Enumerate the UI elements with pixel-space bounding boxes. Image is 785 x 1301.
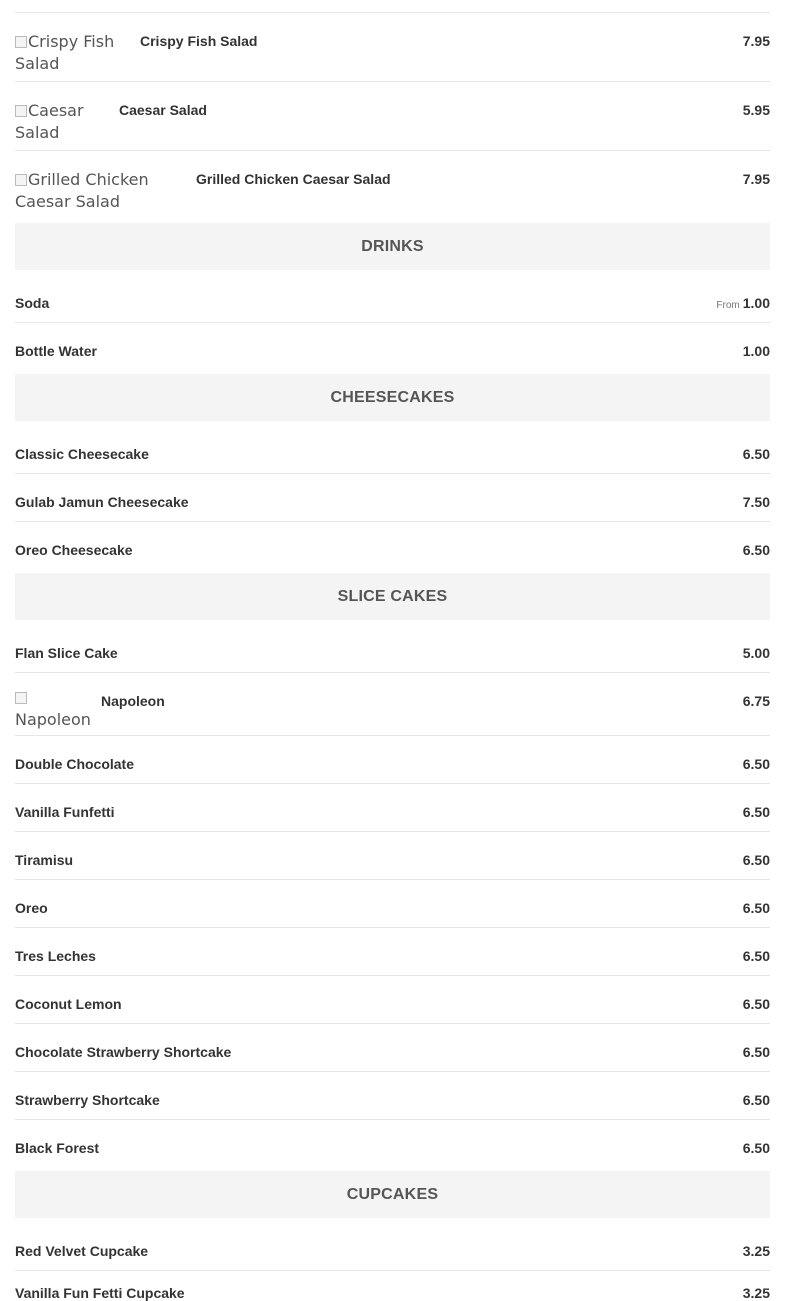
menu-item-strawberry-shortcake[interactable] — [15, 1066, 770, 1120]
item-price: 5.00 — [742, 645, 770, 661]
item-name: Red Velvet Cupcake — [15, 1243, 149, 1259]
item-price: 6.50 — [742, 996, 770, 1012]
menu-item-oreo[interactable] — [15, 874, 770, 928]
broken-image-icon — [15, 174, 27, 186]
broken-image-icon — [15, 692, 27, 704]
menu-item-double-chocolate[interactable] — [15, 730, 770, 784]
menu-item-bottle-water[interactable] — [15, 317, 770, 371]
menu-item-flan-slice-cake[interactable] — [15, 619, 770, 673]
item-price: 6.50 — [742, 900, 770, 916]
menu-item-vanilla-fun-fetti-cupcake[interactable] — [15, 1259, 770, 1301]
menu-item-tiramisu[interactable] — [15, 826, 770, 880]
item-price: 6.50 — [742, 1092, 770, 1108]
broken-image-icon — [15, 36, 27, 48]
menu-item-gulab-jamun-cheesecake[interactable] — [15, 468, 770, 522]
section-header-drinks: DRINKS — [15, 223, 770, 270]
menu-item-oreo-cheesecake[interactable] — [15, 516, 770, 570]
item-image-broken: Grilled Chicken Caesar Salad — [15, 170, 149, 211]
item-price: 3.25 — [742, 1243, 770, 1259]
item-price: 6.75 — [742, 693, 770, 709]
item-name: Crispy Fish Salad — [140, 33, 258, 49]
item-name: Vanilla Fun Fetti Cupcake — [15, 1285, 185, 1301]
item-image-broken: Napoleon — [15, 687, 95, 731]
item-price: 6.50 — [742, 756, 770, 772]
item-name: Vanilla Funfetti — [15, 804, 115, 820]
menu-item-vanilla-funfetti[interactable] — [15, 778, 770, 832]
menu-item-chocolate-strawberry-shortcake[interactable] — [15, 1018, 770, 1072]
item-price: 7.95 — [742, 171, 770, 187]
menu-item-crispy-fish-salad[interactable] — [15, 7, 770, 82]
item-price: 6.50 — [742, 1044, 770, 1060]
item-price: 7.50 — [742, 494, 770, 510]
item-name: Classic Cheesecake — [15, 446, 149, 462]
menu-item-tres-leches[interactable] — [15, 922, 770, 976]
item-price: 1.00 — [742, 343, 770, 359]
item-name: Flan Slice Cake — [15, 645, 118, 661]
item-name: Bottle Water — [15, 343, 97, 359]
price-prefix: From — [716, 300, 740, 311]
item-name: Grilled Chicken Caesar Salad — [196, 171, 391, 187]
item-name: Chocolate Strawberry Shortcake — [15, 1044, 232, 1060]
item-name: Oreo Cheesecake — [15, 542, 133, 558]
section-header-cheesecakes: CHEESECAKES — [15, 374, 770, 421]
section-header-cupcakes: CUPCAKES — [15, 1171, 770, 1218]
item-image-broken: Crispy Fish Salad — [15, 32, 115, 73]
menu-item-grilled-chicken-caesar-salad[interactable] — [15, 145, 770, 221]
item-price: 7.95 — [742, 33, 770, 49]
item-price: 5.95 — [742, 102, 770, 118]
item-name: Double Chocolate — [15, 756, 135, 772]
item-name: Strawberry Shortcake — [15, 1092, 160, 1108]
item-name: Caesar Salad — [119, 102, 207, 118]
item-price: 6.50 — [742, 804, 770, 820]
item-price: 6.50 — [742, 1140, 770, 1156]
menu-item-soda[interactable] — [15, 269, 770, 323]
item-image-broken: Caesar Salad — [15, 101, 84, 142]
menu-item-napoleon[interactable] — [15, 667, 770, 736]
item-name: Oreo — [15, 900, 48, 916]
section-header-slice-cakes: SLICE CAKES — [15, 573, 770, 620]
item-price: 6.50 — [742, 542, 770, 558]
menu-item-black-forest[interactable] — [15, 1114, 770, 1168]
menu-item-classic-cheesecake[interactable] — [15, 420, 770, 474]
item-name: Coconut Lemon — [15, 996, 122, 1012]
item-price: 6.50 — [742, 852, 770, 868]
item-name: Napoleon — [101, 693, 165, 709]
item-name: Black Forest — [15, 1140, 100, 1156]
item-name: Tiramisu — [15, 852, 74, 868]
item-price: 6.50 — [742, 948, 770, 964]
item-name: Gulab Jamun Cheesecake — [15, 494, 189, 510]
menu-item-caesar-salad[interactable] — [15, 76, 770, 151]
broken-image-icon — [15, 105, 27, 117]
menu-item-coconut-lemon[interactable] — [15, 970, 770, 1024]
item-name: Tres Leches — [15, 948, 96, 964]
item-name: Soda — [15, 295, 50, 311]
item-price: 3.25 — [742, 1285, 770, 1301]
item-price: From 1.00 — [716, 295, 770, 311]
item-price: 6.50 — [742, 446, 770, 462]
